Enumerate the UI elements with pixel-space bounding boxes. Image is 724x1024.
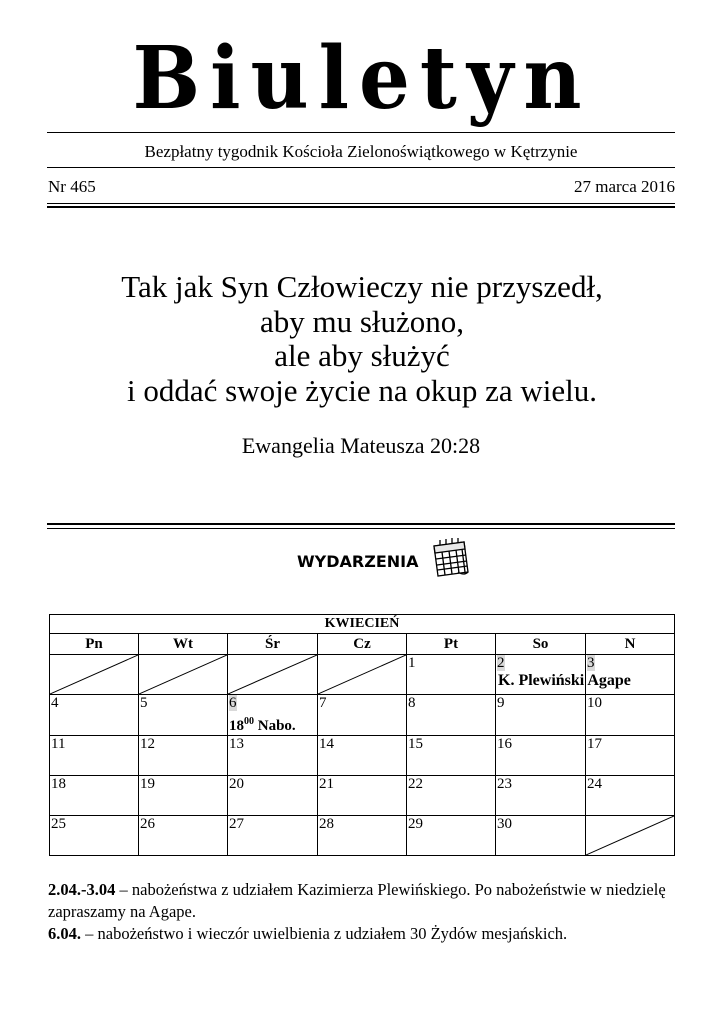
verse-line: aby mu służono, xyxy=(259,303,465,339)
rule-header-thick xyxy=(47,206,675,208)
calendar-event-service xyxy=(229,713,317,735)
empty-day-cell xyxy=(586,816,675,856)
calendar-week xyxy=(50,736,675,776)
day-cell xyxy=(139,776,228,816)
weekday-header: So xyxy=(496,634,586,655)
calendar-event-agape: K. Plewiński Agape xyxy=(498,672,631,689)
day-cell xyxy=(586,695,675,736)
empty-day-cell xyxy=(50,655,139,695)
day-cell xyxy=(496,695,586,736)
day-number: 29 xyxy=(408,816,423,832)
day-number: 1 xyxy=(408,655,416,671)
day-number: 26 xyxy=(140,816,155,832)
empty-day-cell xyxy=(318,655,407,695)
subtitle: Bezpłatny tygodnik Kościoła Zielonoświątkowego w Kętrzynie xyxy=(144,142,578,161)
weekday-header: Pt xyxy=(407,634,496,655)
day-cell xyxy=(139,736,228,776)
rule-under-subtitle xyxy=(47,167,675,168)
day-number: 4 xyxy=(51,695,59,711)
empty-day-cell xyxy=(228,655,318,695)
day-cell xyxy=(318,736,407,776)
empty-day-cell xyxy=(139,655,228,695)
verse-line: Tak jak Syn Człowieczy nie przyszedł, xyxy=(121,269,603,304)
day-number: 10 xyxy=(587,695,602,711)
day-number: 12 xyxy=(140,736,155,752)
day-number: 24 xyxy=(587,776,602,792)
day-cell xyxy=(50,776,139,816)
day-number: 28 xyxy=(319,816,334,832)
day-number: 7 xyxy=(319,695,327,711)
day-cell xyxy=(228,776,318,816)
day-cell xyxy=(139,695,228,736)
calendar-month: KWIECIEŃ xyxy=(50,615,675,634)
event-time: 18 xyxy=(229,718,244,734)
calendar-week xyxy=(50,695,675,736)
rule-header-thin xyxy=(47,203,675,204)
calendar-icon xyxy=(428,536,472,580)
day-number: 20 xyxy=(229,776,244,792)
day-cell xyxy=(50,695,139,736)
day-number: 15 xyxy=(408,736,423,752)
day-cell xyxy=(228,816,318,856)
event-note xyxy=(48,879,678,923)
day-cell xyxy=(586,736,675,776)
issue-number: Nr 465 xyxy=(48,177,96,196)
day-cell xyxy=(407,655,496,695)
rule-top xyxy=(47,132,675,133)
day-number: 22 xyxy=(408,776,423,792)
day-cell xyxy=(50,736,139,776)
day-cell xyxy=(407,816,496,856)
day-number: 16 xyxy=(497,736,512,752)
weekday-header: Cz xyxy=(318,634,407,655)
calendar-week xyxy=(50,816,675,856)
day-number: 13 xyxy=(229,736,244,752)
day-number: 30 xyxy=(497,816,512,832)
rule-section-thin xyxy=(47,528,675,529)
weekday-header: Pn xyxy=(50,634,139,655)
day-cell xyxy=(318,816,407,856)
verse-reference: Ewangelia Mateusza 20:28 xyxy=(241,433,481,458)
verse-quote xyxy=(40,270,684,408)
day-number: 23 xyxy=(497,776,512,792)
day-number: 18 xyxy=(51,776,66,792)
day-number: 27 xyxy=(229,816,244,832)
verse-line: i oddać swoje życie na okup za wielu. xyxy=(127,372,597,408)
event-note-text: – nabożeństwo i wieczór uwielbienia z udziałem 30 Żydów mesjańskich. xyxy=(81,924,568,943)
day-cell xyxy=(496,776,586,816)
event-note-date: 6.04. xyxy=(48,924,81,943)
weekday-header: Śr xyxy=(228,634,318,655)
day-number: 17 xyxy=(587,736,602,752)
day-number: 11 xyxy=(51,736,66,752)
day-number: 21 xyxy=(319,776,334,792)
day-number: 14 xyxy=(319,736,334,752)
day-cell xyxy=(318,695,407,736)
masthead-title: Biuletyn xyxy=(132,27,592,129)
day-number: 3 xyxy=(587,655,595,671)
event-label: Nabo. xyxy=(254,718,296,734)
events-heading: WYDARZENIA xyxy=(297,552,419,571)
day-cell xyxy=(228,695,318,736)
day-number: 6 xyxy=(229,695,237,711)
rule-section-thick xyxy=(47,523,675,525)
day-number: 9 xyxy=(497,695,505,711)
day-cell xyxy=(586,776,675,816)
day-cell xyxy=(228,736,318,776)
day-cell xyxy=(407,776,496,816)
day-number: 5 xyxy=(140,695,148,711)
event-note xyxy=(48,923,678,945)
issue-date: 27 marca 2016 xyxy=(573,177,675,196)
calendar-table xyxy=(49,614,675,856)
day-cell xyxy=(139,816,228,856)
day-cell xyxy=(50,816,139,856)
day-number: 8 xyxy=(408,695,416,711)
day-cell xyxy=(496,816,586,856)
day-cell xyxy=(586,655,675,695)
event-notes xyxy=(48,879,678,945)
event-time-minutes: 00 xyxy=(244,716,254,727)
day-cell xyxy=(407,695,496,736)
day-number: 2 xyxy=(497,655,505,671)
weekday-header: N xyxy=(586,634,675,655)
day-number: 25 xyxy=(51,816,66,832)
calendar-week xyxy=(50,776,675,816)
day-cell xyxy=(496,655,631,695)
event-note-text: – nabożeństwa z udziałem Kazimierza Plewińskiego. Po nabożeństwie w niedzielę zapraszamy na Agape. xyxy=(48,880,666,921)
day-number: 19 xyxy=(140,776,155,792)
weekday-header: Wt xyxy=(139,634,228,655)
day-cell xyxy=(318,776,407,816)
verse-line: ale aby służyć xyxy=(274,338,450,373)
event-note-date: 2.04.-3.04 xyxy=(48,880,116,899)
calendar-week xyxy=(50,655,675,695)
day-cell xyxy=(407,736,496,776)
day-cell xyxy=(496,736,586,776)
